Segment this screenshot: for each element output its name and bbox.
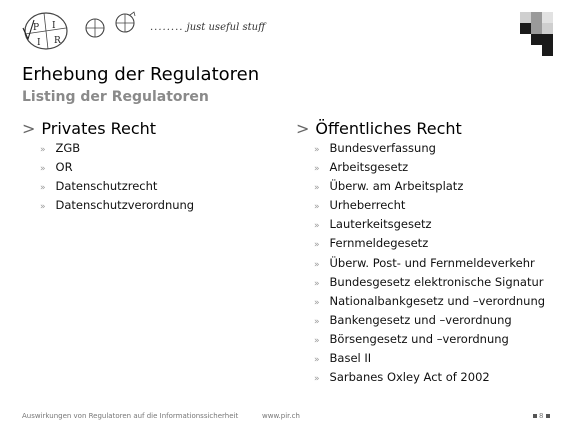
list-item-label: ZGB [55, 141, 81, 155]
bullet-icon: » [314, 164, 320, 175]
bullet-icon: » [314, 202, 320, 213]
logo-letter-i-2: I [37, 38, 41, 48]
bullet-icon: » [314, 374, 320, 385]
logo-letter-r: R [54, 36, 61, 46]
bullet-icon: » [314, 221, 320, 232]
bullet-icon: » [314, 259, 320, 270]
pir-logo-graphic [22, 8, 262, 58]
list-item [314, 255, 566, 274]
list-item-label: Überw. Post- und Fernmeldeverkehr [329, 255, 535, 270]
logo-letter-i: I [52, 21, 56, 31]
decorative-squares [520, 12, 560, 60]
bullet-icon: » [314, 297, 320, 308]
list-item [314, 159, 566, 178]
list-item-label: Lauterkeitsgesetz [329, 217, 432, 232]
list-item [314, 293, 566, 312]
square-light-3 [542, 23, 553, 34]
pir-logo [22, 8, 262, 58]
footer-title: Auswirkungen von Regulatoren auf die Informationssicherheit [22, 412, 239, 420]
list-item-label: Börsengesetz und –verordnung [329, 331, 509, 346]
list-item-label: Bundesverfassung [329, 141, 436, 155]
list-item [40, 178, 282, 197]
list-item [314, 331, 566, 350]
page-number-label: 8 [539, 412, 544, 420]
column-public-law [296, 119, 566, 388]
list-item [40, 140, 282, 159]
square-light-2 [542, 12, 553, 23]
list-item-label: Überw. am Arbeitsplatz [329, 179, 464, 194]
bullet-list [296, 140, 566, 388]
tagline-dots: ........ [150, 22, 184, 33]
list-item [40, 197, 282, 216]
square-mid-2 [531, 23, 542, 34]
column-heading-label: Öffentliches Recht [315, 119, 462, 138]
square-light-1 [520, 12, 531, 23]
list-item [314, 178, 566, 197]
slide-subtitle: Listing der Regulatoren [22, 89, 209, 105]
bullet-icon: » [40, 202, 46, 213]
square-mid-1 [531, 12, 542, 23]
list-item-label: Arbeitsgesetz [329, 160, 409, 175]
logo-letter-p: P [33, 23, 40, 33]
slide-title: Erhebung der Regulatoren [22, 64, 260, 85]
bullet-icon: » [40, 164, 46, 175]
list-item [314, 235, 566, 254]
list-item [314, 216, 566, 235]
bullet-icon: » [40, 183, 46, 194]
column-heading-label: Privates Recht [41, 119, 157, 138]
list-item [314, 197, 566, 216]
square-dark-2 [531, 34, 542, 45]
bullet-icon: » [314, 278, 320, 289]
bullet-icon: » [314, 240, 320, 251]
list-item-label: Nationalbankgesetz und –verordnung [329, 293, 546, 308]
list-item-label: Bankengesetz und –verordnung [329, 312, 512, 327]
bullet-list [22, 140, 282, 216]
square-dark-3 [542, 34, 553, 45]
column-private-law [22, 119, 282, 216]
square-dark-4 [542, 45, 553, 56]
footer-url: www.pir.ch [262, 412, 300, 420]
list-item [314, 312, 566, 331]
column-heading [22, 119, 282, 138]
bullet-icon: » [314, 335, 320, 346]
list-item-label: Fernmeldegesetz [329, 236, 429, 251]
list-item [40, 159, 282, 178]
list-item-label: Basel II [329, 351, 372, 366]
tagline [150, 22, 265, 33]
list-item-label: Bundesgesetz elektronische Signatur [329, 274, 544, 289]
bullet-icon: » [314, 316, 320, 327]
list-item [314, 274, 566, 293]
bullet-icon: » [314, 355, 320, 366]
chevron-right-icon: > [22, 119, 36, 138]
page-number [533, 412, 551, 420]
list-item [314, 140, 566, 159]
bullet-icon: » [314, 145, 320, 155]
list-item [314, 369, 566, 388]
chevron-right-icon: > [296, 119, 310, 138]
tagline-text: just useful stuff [186, 22, 266, 33]
list-item [314, 350, 566, 369]
bullet-icon: » [40, 145, 46, 155]
column-heading [296, 119, 566, 138]
list-item-label: Urheberrecht [329, 198, 406, 213]
bullet-icon: » [314, 183, 320, 194]
square-dark-1 [520, 23, 531, 34]
list-item-label: Sarbanes Oxley Act of 2002 [329, 370, 490, 385]
list-item-label: Datenschutzrecht [55, 179, 158, 194]
list-item-label: OR [55, 160, 73, 175]
list-item-label: Datenschutzverordnung [55, 198, 195, 213]
